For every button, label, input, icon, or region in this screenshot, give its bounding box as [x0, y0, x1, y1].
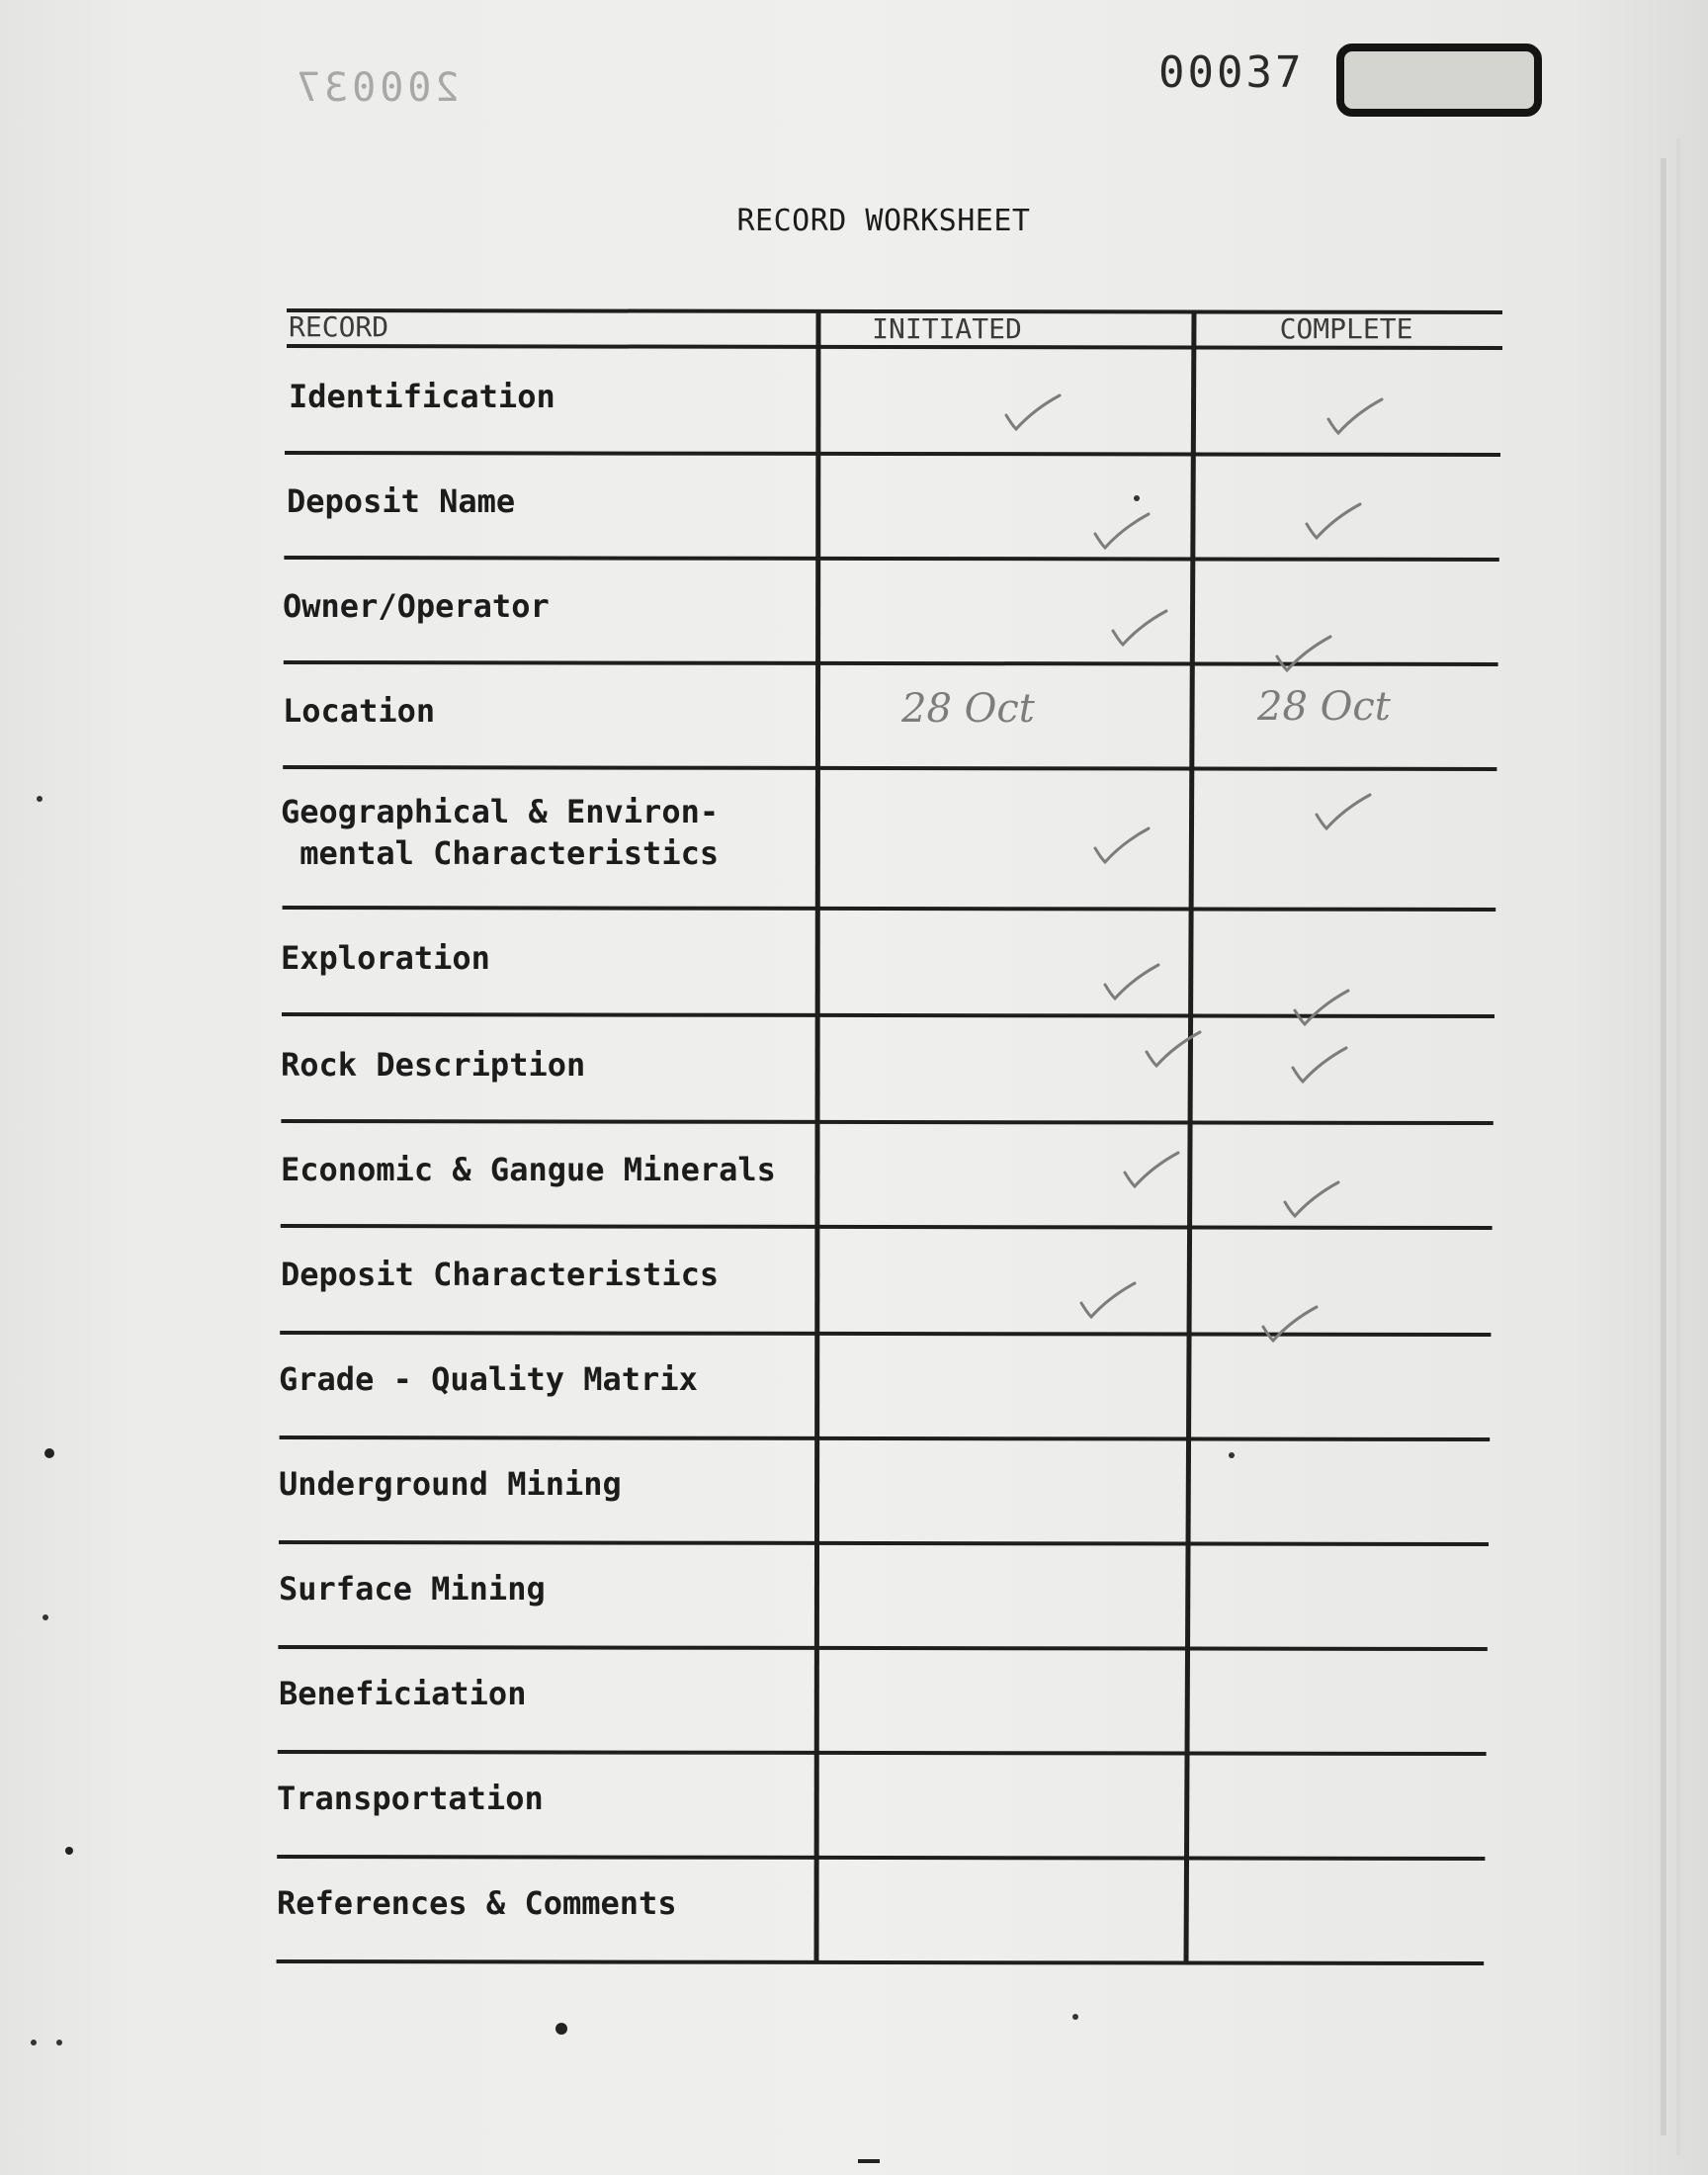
complete-checkmark-icon: [1295, 991, 1348, 1024]
complete-date: 28 Oct: [1257, 684, 1391, 730]
row-label: Deposit Characteristics: [281, 1256, 720, 1293]
row-label: Beneficiation: [279, 1675, 527, 1712]
column-header-complete: COMPLETE: [1279, 312, 1413, 345]
row-label: Geographical & Environ- mental Characteristics: [281, 793, 720, 872]
initiated-checkmark-icon: [1081, 1283, 1135, 1317]
row-label: Identification: [289, 378, 555, 415]
row-label: Surface Mining: [279, 1570, 546, 1608]
row-label: Transportation: [277, 1780, 544, 1817]
initiated-date: 28 Oct: [901, 686, 1035, 732]
initiated-checkmark-icon: [1147, 1032, 1200, 1066]
row-label: Exploration: [281, 939, 490, 977]
complete-checkmark-icon: [1328, 399, 1382, 433]
row-label: Location: [283, 692, 436, 730]
initiated-checkmark-icon: [1113, 611, 1166, 645]
row-label: Deposit Name: [287, 482, 516, 520]
initiated-checkmark-icon: [1125, 1153, 1178, 1186]
initiated-checkmark-icon: [1006, 395, 1060, 429]
column-header-record: RECORD: [289, 310, 389, 343]
initiated-checkmark-icon: [1095, 514, 1149, 548]
complete-checkmark-icon: [1285, 1182, 1338, 1216]
complete-checkmark-icon: [1277, 637, 1330, 670]
complete-checkmark-icon: [1293, 1048, 1346, 1082]
page-title: RECORD WORKSHEET: [736, 204, 1031, 238]
complete-checkmark-icon: [1263, 1307, 1317, 1341]
initiated-checkmark-icon: [1105, 965, 1158, 999]
mirrored-document-number: 200037: [293, 65, 460, 111]
row-label: Grade - Quality Matrix: [279, 1360, 698, 1398]
row-label: Economic & Gangue Minerals: [281, 1151, 776, 1188]
document-number: 00037: [1158, 47, 1305, 98]
complete-checkmark-icon: [1317, 795, 1370, 828]
row-label: Rock Description: [281, 1046, 586, 1084]
row-label: Owner/Operator: [283, 587, 550, 625]
row-label: Underground Mining: [279, 1465, 622, 1503]
complete-checkmark-icon: [1307, 504, 1360, 538]
column-header-initiated: INITIATED: [872, 312, 1022, 345]
row-label: References & Comments: [277, 1884, 677, 1922]
initiated-checkmark-icon: [1095, 828, 1149, 862]
